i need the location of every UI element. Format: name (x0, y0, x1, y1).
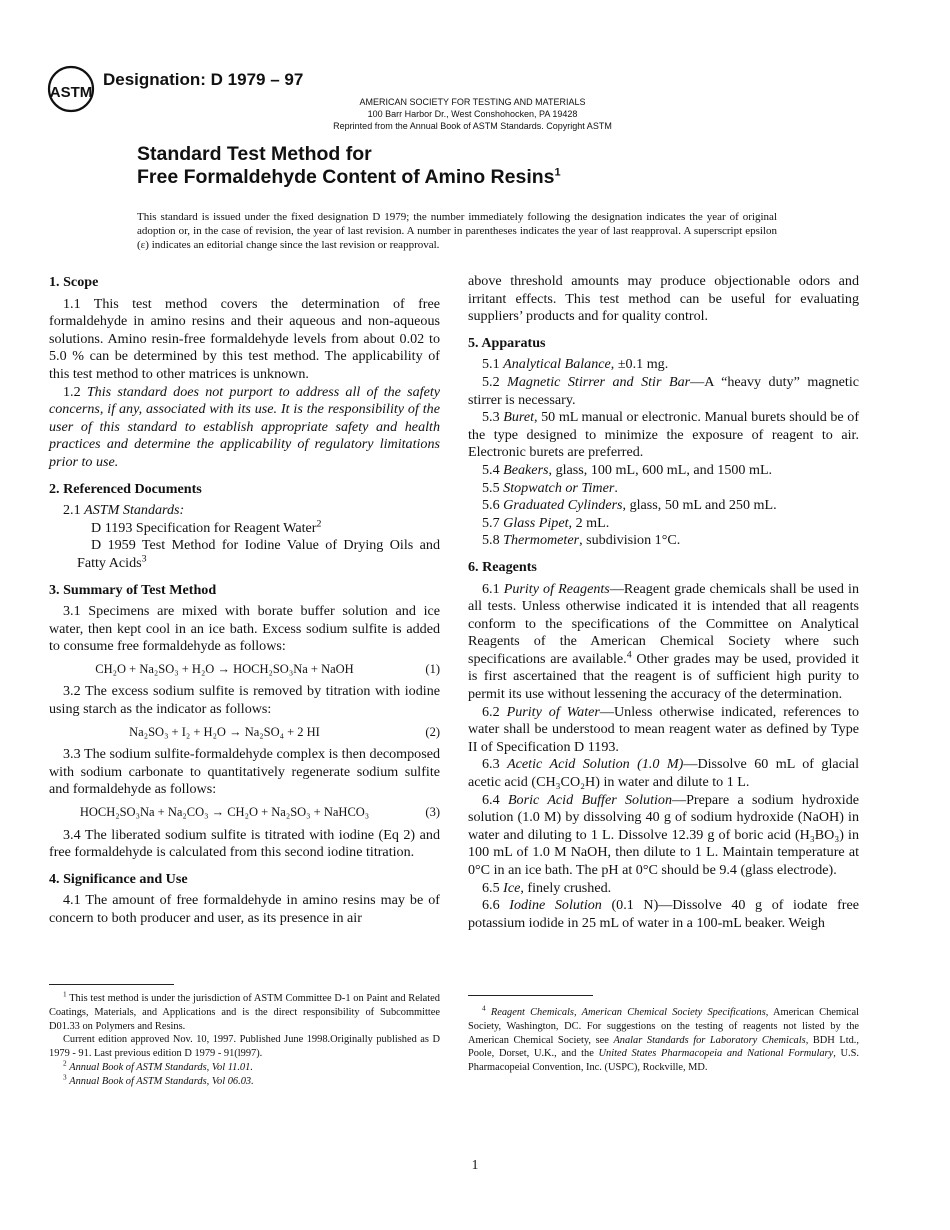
section-3-heading: 3. Summary of Test Method (49, 581, 217, 598)
summary-3-4: 3.4 The liberated sodium sulfite is titrated with iodine (Eq 2) and free formaldehyde is calculated from this second iodine titration. (49, 826, 440, 861)
summary-3-1: 3.1 Specimens are mixed with borate buffer solution and ice water, then kept cool in an ice bath. Excess sodium sulfite is added to consume free formaldehyde as follows: (49, 603, 440, 655)
right-column (468, 271, 859, 932)
significance-4-1: 4.1 The amount of free formaldehyde in amino resins may be of concern to both producer and user, as its presence in air (49, 892, 440, 926)
section-5-heading: 5. Apparatus (468, 334, 546, 351)
reagents-6-3: 6.3 Acetic Acid Solution (1.0 M)—Dissolve 60 mL of glacial acetic acid (CH₃CO₂H) in water and dilute to 1 L. (468, 756, 859, 791)
title-line2: Free Formaldehyde Content of Amino Resins$^1$ (137, 166, 561, 188)
footnote-divider-right (468, 995, 593, 996)
equation-3: HOCH₂SO₃Na + Na₂CO₃ → CH₂O + Na₂SO₃ + NaHCO₃ (3) (79, 805, 440, 820)
page-title (137, 143, 561, 189)
summary-3-2: 3.2 The excess sodium sulfite is removed by titration with iodine using starch as the indicator as follows: (49, 683, 440, 718)
apparatus-5-8: 5.8 Thermometer, subdivision 1°C. (482, 532, 681, 549)
page-number: 1 (471, 1157, 479, 1172)
reprint-note: Reprinted from the Annual Book of ASTM Standards. Copyright ASTM (333, 121, 612, 131)
title-footnote-mark: 1 (554, 166, 561, 179)
apparatus-5-4: 5.4 Beakers, glass, 100 mL, 600 mL, and 1500 mL. (482, 461, 773, 478)
footnote-4: $^4$ Reagent Chemicals, American Chemical Society Specifications, American Chemical Society, Washington, DC. For suggestions on the testing of reagents not listed by the American Chemical Society, see Analar Standards for Laboratory Chemicals, BDH Ltd., Poole, Dorset, U.K., and the United States Pharmacopeia and National Formulary, U.S. Pharmacopeial Convention, Inc. (USPC), Rockville, MD. (468, 1004, 859, 1074)
ref-d1959: D 1959 Test Method for Iodine Value of Drying Oils and Fatty Acids$^3$ (77, 537, 440, 571)
section-4-heading: 4. Significance and Use (49, 870, 188, 887)
footnotes-left (49, 992, 440, 1089)
footnotes-right (468, 1006, 859, 1075)
apparatus-5-1: 5.1 Analytical Balance, ±0.1 mg. (482, 356, 669, 373)
apparatus-5-2: 5.2 Magnetic Stirrer and Stir Bar—A “heavy duty” magnetic stirrer is necessary. (468, 373, 860, 408)
society-name: AMERICAN SOCIETY FOR TESTING AND MATERIALS (359, 97, 586, 107)
title-line1: Standard Test Method for (137, 143, 372, 165)
issuance-notice: This standard is issued under the fixed designation D 1979; the number immediately following the designation indicates the year of original adoption or, in the case of revision, the year of last revision. A number in parentheses indicates the year of last reapproval. A superscript epsilon (ε) indicates an editorial change since the last revision or reapproval. (137, 211, 777, 251)
apparatus-5-7: 5.7 Glass Pipet, 2 mL. (482, 514, 610, 531)
reagents-6-4: 6.4 Boric Acid Buffer Solution—Prepare a sodium hydroxide solution (1.0 M) by dissolving 40 g of sodium hydroxide (NaOH) in water and diluting to 1 L. Dissolve 12.39 g of boric acid (H₃BO₃) in 100 mL of 1.0 M NaOH, then dilute to 1 L. Maintain temperature at 0°C in an ice bath. The pH at 0°C should be 9.4 (glass electrode). (468, 791, 859, 878)
section-1-heading: 1. Scope (49, 274, 99, 290)
scope-1-2: 1.2 This standard does not purport to address all of the safety concerns, if any, associated with its use. It is the responsibility of the user of this standard to establish appropriate safety and health practices and determine the applicability of regulatory limitations prior to use. (49, 383, 441, 470)
apparatus-5-6: 5.6 Graduated Cylinders, glass, 50 mL and 250 mL. (482, 497, 777, 514)
left-column (49, 271, 440, 928)
ref-d1193: D 1193 Specification for Reagent Water$^2$ (91, 518, 322, 536)
equation-2: Na₂SO₃ + I₂ + H₂O → Na₂SO₄ + 2 HI (2) (129, 724, 440, 739)
footnote-3: $^3$ Annual Book of ASTM Standards, Vol 06.03. (63, 1073, 254, 1087)
scope-1-1: 1.1 This test method covers the determination of free formaldehyde in amino resins and their aqueous and non-aqueous solutions. Amino resin-free formaldehyde levels from about 0.02 to 5.0 % can be determined by this test method. The applicability of this test method to other matrices is unknown. (49, 295, 440, 382)
footnote-1: $^1$ This test method is under the jurisdiction of ASTM Committee D-1 on Paint and Related Coatings, Materials, and Applications and is the direct responsibility of Subcommittee D01.33 on Polymers and Resins. (49, 990, 440, 1032)
reagents-6-5: 6.5 Ice, finely crushed. (482, 879, 612, 896)
significance-4-1-cont: above threshold amounts may produce objectionable odors and irritant effects. This test method can be useful for evaluating suppliers’ products and for quality control. (468, 273, 859, 325)
footnote-2: $^2$ Annual Book of ASTM Standards, Vol 11.01. (63, 1059, 253, 1073)
designation: Designation: D 1979 – 97 (103, 70, 304, 89)
footnote-1-edition: Current edition approved Nov. 10, 1997. Published June 1998.Originally published as D 1979 - 91. Last previous edition D 1979 - 91(l997). (49, 1034, 440, 1060)
equation-1: CH₂O + Na₂SO₃ + H₂O → HOCH₂SO₃Na + NaOH (1) (95, 661, 440, 676)
footnote-divider-left (49, 984, 174, 985)
refdocs-2-1: 2.1 ASTM Standards: (63, 502, 185, 519)
reagents-6-1: 6.1 Purity of Reagents—Reagent grade chemicals shall be used in all tests. Unless otherwise indicated it is intended that all reagents conform to the specifications of the Committee on Analytical Reagents of the American Chemical Society where such specifications are available.$^4$ Other grades may be used, provided it is first ascertained that the reagent is of sufficient high purity to permit its use without lessening the accuracy of the determination. (468, 580, 860, 703)
apparatus-5-3: 5.3 Buret, 50 mL manual or electronic. Manual burets should be of the type designed to minimize the exposure of reagent to air. Electronic burets are preferred. (468, 409, 860, 461)
logo-text: ASTM (49, 84, 93, 101)
section-6-heading: 6. Reagents (468, 558, 537, 575)
reagents-6-6: 6.6 Iodine Solution (0.1 N)—Dissolve 40 g of iodate free potassium iodide in 25 mL of water in a 100-mL beaker. Weigh (468, 897, 860, 931)
astm-logo (47, 65, 95, 113)
apparatus-5-5: 5.5 Stopwatch or Timer. (482, 479, 618, 496)
society-address: 100 Barr Harbor Dr., West Conshohocken, PA 19428 (367, 109, 578, 119)
section-2-heading: 2. Referenced Documents (49, 480, 202, 497)
reagents-6-2: 6.2 Purity of Water—Unless otherwise indicated, references to water shall be understood to mean reagent water as defined by Type II of Specification D 1193. (468, 703, 860, 755)
society-block (300, 96, 645, 132)
summary-3-3: 3.3 The sodium sulfite-formaldehyde complex is then decomposed with sodium carbonate to quantitatively regenerate sodium sulfite and formaldehyde as follows: (49, 746, 440, 798)
